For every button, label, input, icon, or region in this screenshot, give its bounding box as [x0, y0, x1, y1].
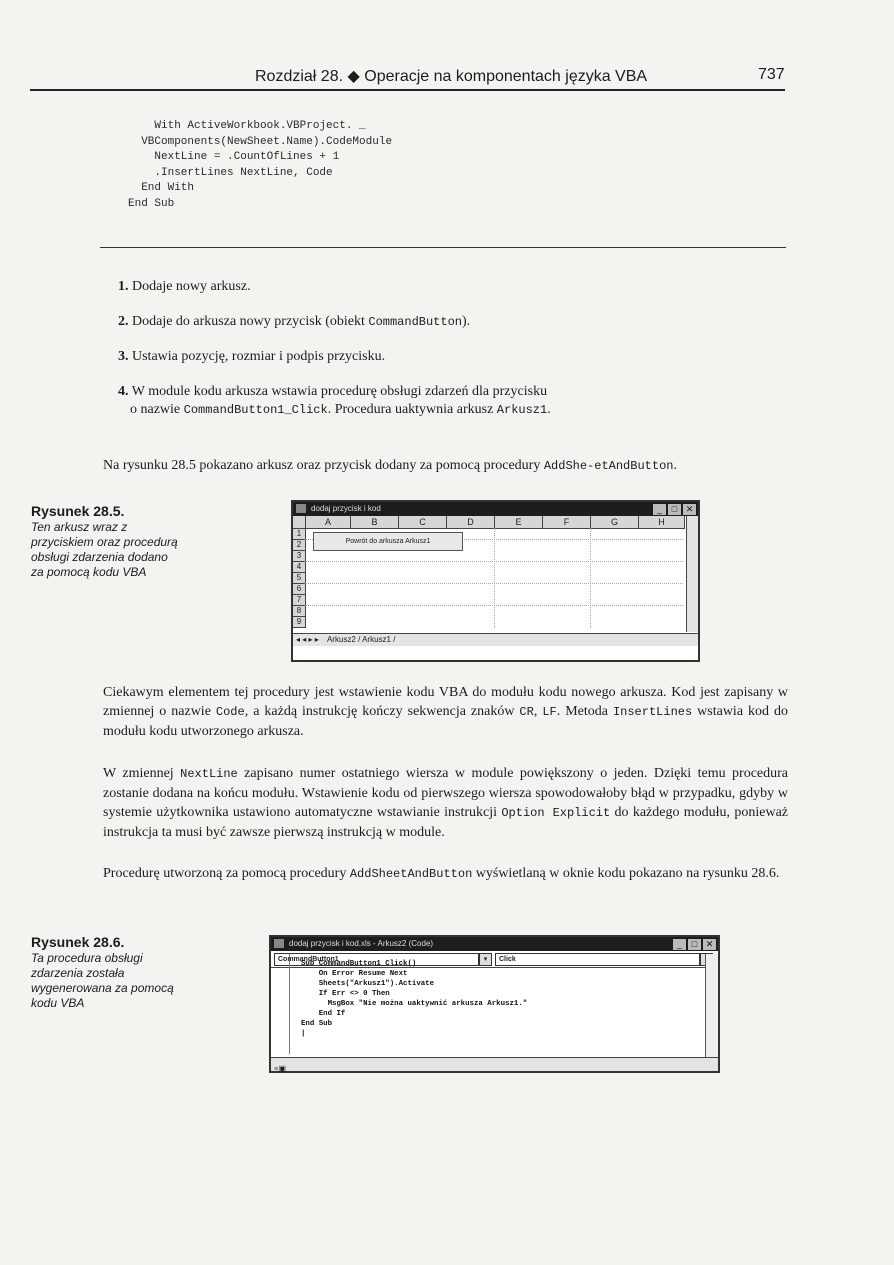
row-header[interactable]: 5 [293, 573, 306, 584]
step-text: . [547, 402, 551, 417]
step-number: 1. [118, 279, 129, 294]
code-line: NextLine = .CountOfLines + 1 [128, 151, 340, 163]
page-number: 737 [758, 66, 785, 83]
inline-code: NextLine [180, 767, 238, 781]
paragraph [103, 764, 788, 842]
code-rule [100, 247, 786, 248]
code-listing [128, 119, 392, 212]
list-item [118, 278, 758, 296]
vba-code-text[interactable] [301, 959, 527, 1039]
figure-caption: Ten arkusz wraz z przyciskiem oraz procedurą obsługi zdarzenia dodano za pomocą kodu VBA [31, 520, 178, 579]
inline-code: AddSheetAndButton [349, 867, 473, 881]
step-text: . Procedura uaktywnia arkusz [327, 402, 497, 417]
para-text: . [673, 458, 677, 473]
window-title: dodaj przycisk i kod.xls - Arkusz2 (Code) [289, 939, 434, 948]
para-text: wyświetlaną w oknie kodu pokazano na rysunku 28.6. [472, 866, 780, 881]
paragraph [103, 456, 788, 476]
code-line: VBComponents(NewSheet.Name).CodeModule [128, 135, 393, 148]
column-header[interactable]: B [351, 516, 399, 529]
step-number: 2. [118, 314, 129, 329]
code-line: End If [301, 1010, 346, 1018]
code-line: End With [128, 182, 195, 194]
gridline [494, 528, 495, 628]
list-item [118, 383, 758, 419]
inline-code: InsertLines [612, 705, 693, 719]
text-cursor: | [301, 1030, 306, 1038]
column-header[interactable]: G [591, 516, 639, 529]
window-titlebar [293, 502, 698, 516]
row-header[interactable]: 9 [293, 617, 306, 628]
window-title: dodaj przycisk i kod [311, 504, 381, 513]
code-line: .InsertLines NextLine, Code [128, 166, 333, 179]
column-header[interactable]: D [447, 516, 495, 529]
close-icon[interactable]: ✕ [683, 504, 696, 515]
code-line: On Error Resume Next [301, 970, 408, 978]
column-header[interactable]: C [399, 516, 447, 529]
figure-label: Rysunek 28.5. [31, 503, 125, 519]
code-line: End Sub [128, 197, 175, 210]
row-header[interactable]: 1 [293, 529, 306, 540]
para-text: Procedurę utworzoną za pomocą procedury [103, 866, 350, 881]
inline-code: Arkusz1 [496, 403, 548, 417]
para-text: Ciekawym elementem tej procedury jest wstawienie kodu VBA do modułu kodu nowego arkusza. Kod jest zapisany w zmiennej o nazwie [103, 685, 788, 719]
para-text: Na rysunku 28.5 pokazano arkusz oraz przycisk dodany za pomocą procedury [103, 458, 544, 473]
sheet-nav-arrows-icon[interactable]: ◂ ◂ ▸ ▸ [296, 635, 319, 644]
inline-code: Code [215, 705, 245, 719]
return-to-sheet-button[interactable]: Powrót do arkusza Arkusz1 [313, 532, 463, 551]
column-header[interactable]: A [306, 516, 351, 529]
minimize-icon[interactable]: _ [673, 939, 686, 950]
row-header[interactable]: 8 [293, 606, 306, 617]
vertical-scrollbar[interactable] [705, 954, 718, 1058]
step-text: Dodaje nowy arkusz. [132, 279, 251, 294]
column-header[interactable]: E [495, 516, 543, 529]
code-line: Sheets("Arkusz1").Activate [301, 980, 435, 988]
inline-code: CommandButton [368, 315, 462, 329]
para-text: , a każdą instrukcję kończy sekwencja znaków [244, 704, 520, 719]
column-header[interactable]: H [639, 516, 685, 529]
close-icon[interactable]: ✕ [703, 939, 716, 950]
column-header[interactable]: F [543, 516, 591, 529]
maximize-icon[interactable]: □ [688, 939, 701, 950]
minimize-icon[interactable]: _ [653, 504, 666, 515]
step-text: Dodaje do arkusza nowy przycisk (obiekt [132, 314, 369, 329]
sheet-tabs-bar [293, 633, 698, 646]
para-text: zapisano numer ostatniego wiersza w module powiększony o jeden. Dzięki temu procedura zostanie dodana na końcu modułu. Wstawienie kodu od pierwszego wiersza spowodowałoby błąd w przypadku, gdyby w systemie użytkownika ustawiono automatyczne wstawianie instrukcji [103, 766, 788, 820]
maximize-icon[interactable]: □ [668, 504, 681, 515]
row-header[interactable]: 2 [293, 540, 306, 551]
chevron-down-icon[interactable]: ▾ [479, 953, 492, 966]
list-item [118, 348, 758, 366]
object-combo[interactable]: CommandButton1 [274, 953, 479, 966]
header-rule [30, 89, 785, 91]
code-line: MsgBox "Nie można uaktywnić arkusza Arkusz1." [301, 1000, 528, 1008]
window-titlebar [271, 937, 718, 951]
step-text: W module kodu arkusza wstawia procedurę obsługi zdarzeń dla przycisku [131, 384, 548, 399]
row-header[interactable]: 3 [293, 551, 306, 562]
sheet-tabs[interactable]: Arkusz2 / Arkusz1 / [326, 635, 396, 644]
figure-label: Rysunek 28.6. [31, 934, 125, 950]
code-line: With ActiveWorkbook.VBProject. _ [128, 120, 366, 132]
vba-code-window [269, 935, 720, 1073]
horizontal-scrollbar[interactable] [271, 1057, 718, 1071]
code-line: End Sub [301, 1020, 333, 1028]
para-text: W zmiennej [103, 766, 181, 781]
inline-code: AddShe-etAndButton [543, 459, 674, 473]
inline-code: CommandButton1_Click [183, 403, 328, 417]
row-header[interactable]: 7 [293, 595, 306, 606]
row-header[interactable]: 6 [293, 584, 306, 595]
step-number: 4. [118, 384, 129, 399]
corner-cell[interactable] [293, 516, 306, 529]
inline-code: LF [542, 705, 557, 719]
code-line: Sub CommandButton1_Click() [301, 960, 417, 968]
step-text: Ustawia pozycję, rozmiar i podpis przycisku. [132, 349, 386, 364]
step-text: ). [462, 314, 471, 329]
inline-code: Option Explicit [501, 806, 611, 820]
event-combo[interactable]: Click [495, 953, 700, 966]
para-text: , [533, 704, 543, 719]
paragraph [103, 683, 788, 741]
chapter-title: Rozdział 28. ◆ Operacje na komponentach języka VBA [255, 68, 648, 85]
excel-icon [296, 504, 306, 513]
para-text: . Metoda [556, 704, 613, 719]
para-text: do każdego modułu, ponieważ instrukcja ta musi być zawsze pierwszą instrukcją w module. [103, 805, 788, 840]
vertical-scrollbar[interactable] [686, 516, 698, 632]
inline-code: CR [519, 705, 534, 719]
view-toggle-icon[interactable]: ≡▣ [274, 1064, 287, 1073]
code-line: If Err <> 0 Then [301, 990, 390, 998]
step-text: o nazwie [130, 402, 184, 417]
gridline [590, 528, 591, 628]
steps-list [118, 278, 758, 436]
code-window-icon [274, 939, 284, 948]
excel-window [291, 500, 700, 662]
paragraph [103, 864, 788, 884]
para-text: wstawia kod do modułu kodu utworzonego arkusza. [103, 704, 788, 739]
row-header[interactable]: 4 [293, 562, 306, 573]
figure-caption: Ta procedura obsługi zdarzenia została wygenerowana za pomocą kodu VBA [31, 951, 174, 1010]
step-number: 3. [118, 349, 129, 364]
list-item [118, 313, 758, 331]
code-margin [271, 954, 290, 1054]
worksheet-grid [293, 516, 698, 646]
